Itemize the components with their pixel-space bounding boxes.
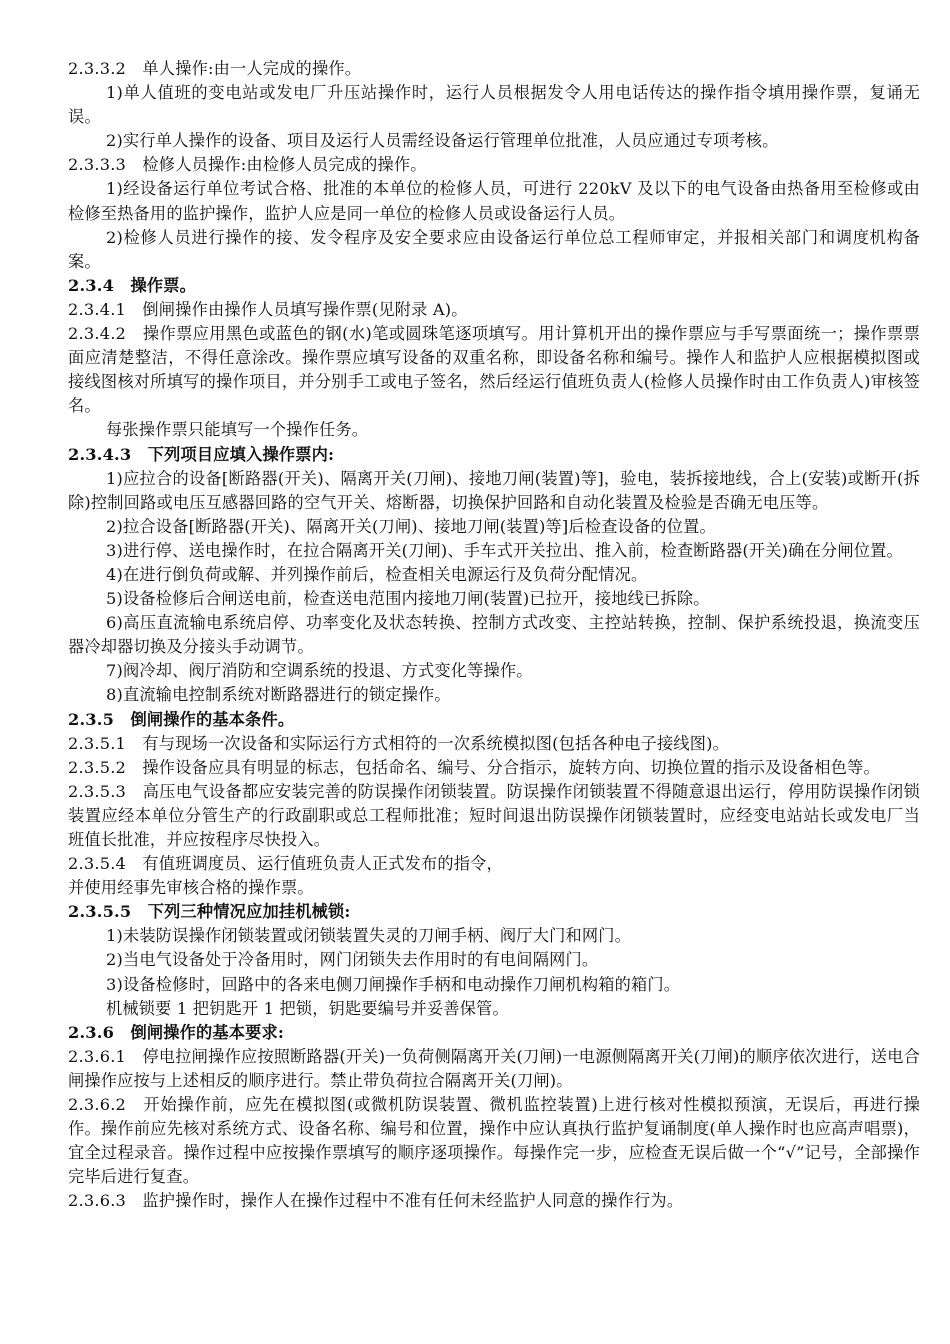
section-heading-2-3-6: 2.3.6 倒闸操作的基本要求: bbox=[68, 1022, 285, 1042]
clause-heading-2-3-4-3: 2.3.4.3 下列项目应填入操作票内: bbox=[68, 444, 335, 464]
clause-2-3-6-1: 2.3.6.1 停电拉闸操作应按照断路器(开关)一负荷侧隔离开关(刀闸)一电源侧隔离开关(刀闸)的顺序依次进行，送电合闸操作应按与上述相反的顺序进行。禁止带负荷拉合隔离开关(刀闸)。 bbox=[68, 1046, 920, 1090]
body-paragraph: 每张操作票只能填写一个操作任务。 bbox=[106, 420, 369, 440]
clause-2-3-3-2: 2.3.3.2 单人操作:由一人完成的操作。 bbox=[68, 59, 362, 78]
list-item: 6)高压直流输电系统启停、功率变化及状态转换、控制方式改变、主控站转换，控制、保护系统投退，换流变压器冷却器切换及分接头手动调节。 bbox=[68, 613, 920, 657]
list-item: 8)直流输电控制系统对断路器进行的锁定操作。 bbox=[106, 685, 451, 705]
clause-2-3-3-3: 2.3.3.3 检修人员操作:由检修人员完成的操作。 bbox=[68, 155, 427, 175]
clause-2-3-4-2: 2.3.4.2 操作票应用黑色或蓝色的钢(水)笔或圆珠笔逐项填写。用计算机开出的操作票应与手写票面统一；操作票票面应清楚整洁，不得任意涂改。操作票应填写设备的双重名称，即设备名称和编号。操作人和监护人应根据模拟图或接线图核对所填写的操作项目，并分别手工或电子签名，然后经运行值班负责人(检修人员操作时由工作负责人)审核签名。 bbox=[68, 324, 920, 416]
clause-continuation: 并使用经事先审核合格的操作票。 bbox=[68, 878, 314, 898]
clause-2-3-5-2: 2.3.5.2 操作设备应具有明显的标志，包括命名、编号、分合指示，旋转方向、切换位置的指示及设备相色等。 bbox=[68, 757, 880, 777]
clause-2-3-6-2: 2.3.6.2 开始操作前，应先在模拟图(或微机防误装置、微机监控装置)上进行核对性模拟预演，无误后，再进行操作。操作前应先核对系统方式、设备名称、编号和位置，操作中应认真执行监护复诵制度(单人操作时也应高声唱票)，宜全过程录音。操作过程中应按操作票填写的顺序逐项操作。每操作完一步，应检查无误后做一个“√”记号，全部操作完毕后进行复查。 bbox=[68, 1095, 920, 1187]
list-item: 3)设备检修时，回路中的各来电侧刀闸操作手柄和电动操作刀闸机构箱的箱门。 bbox=[106, 974, 681, 994]
list-item: 2)检修人员进行操作的接、发令程序及安全要求应由设备运行单位总工程师审定，并报相关部门和调度机构备案。 bbox=[68, 227, 920, 271]
body-paragraph: 机械锁要 1 把钥匙开 1 把锁，钥匙要编号并妥善保管。 bbox=[106, 998, 509, 1018]
section-heading-2-3-5: 2.3.5 倒闸操作的基本条件。 bbox=[68, 709, 295, 729]
clause-2-3-5-1: 2.3.5.1 有与现场一次设备和实际运行方式相符的一次系统模拟图(包括各种电子接线图)。 bbox=[68, 733, 730, 753]
clause-2-3-6-3: 2.3.6.3 监护操作时，操作人在操作过程中不准有任何未经监护人同意的操作行为。 bbox=[68, 1191, 684, 1211]
list-item: 3)进行停、送电操作时，在拉合隔离开关(刀闸)、手车式开关拉出、推入前，检查断路器(开关)确在分闸位置。 bbox=[106, 540, 903, 560]
list-item: 1)经设备运行单位考试合格、批准的本单位的检修人员，可进行 220kV 及以下的电气设备由热备用至检修或由检修至热备用的监护操作，监护人应是同一单位的检修人员或设备运行人员。 bbox=[68, 179, 920, 223]
clause-2-3-5-4: 2.3.5.4 有值班调度员、运行值班负责人正式发布的指令， bbox=[68, 854, 503, 874]
list-item: 1)应拉合的设备[断路器(开关)、隔离开关(刀闸)、接地刀闸(装置)等]，验电，装拆接地线，合上(安装)或断开(拆除)控制回路或电压互感器回路的空气开关、熔断器，切换保护回路和自动化装置及检验是否确无电压等。 bbox=[68, 468, 920, 512]
list-item: 7)阀冷却、阀厅消防和空调系统的投退、方式变化等操作。 bbox=[106, 661, 533, 681]
list-item: 1)未装防误操作闭锁装置或闭锁装置失灵的刀闸手柄、阀厅大门和网门。 bbox=[106, 926, 632, 946]
clause-2-3-4-1: 2.3.4.1 倒闸操作由操作人员填写操作票(见附录 A)。 bbox=[68, 299, 468, 319]
section-heading-2-3-4: 2.3.4 操作票。 bbox=[68, 275, 196, 295]
list-item: 2)当电气设备处于冷备用时，网门闭锁失去作用时的有电间隔网门。 bbox=[106, 950, 599, 970]
list-item: 4)在进行倒负荷或解、并列操作前后，检查相关电源运行及负荷分配情况。 bbox=[106, 564, 648, 584]
clause-heading-2-3-5-5: 2.3.5.5 下列三种情况应加挂机械锁: bbox=[68, 902, 351, 922]
list-item: 2)拉合设备[断路器(开关)、隔离开关(刀闸)、接地刀闸(装置)等]后检查设备的位置。 bbox=[106, 516, 716, 536]
list-item: 1)单人值班的变电站或发电厂升压站操作时，运行人员根据发令人用电话传达的操作指令填用操作票，复诵无误。 bbox=[68, 83, 920, 127]
list-item: 2)实行单人操作的设备、项目及运行人员需经设备运行管理单位批准，人员应通过专项考核。 bbox=[106, 131, 779, 151]
clause-2-3-5-3: 2.3.5.3 高压电气设备都应安装完善的防误操作闭锁装置。防误操作闭锁装置不得随意退出运行，停用防误操作闭锁装置应经本单位分管生产的行政副职或总工程师批准；短时间退出防误操作闭锁装置时，应经变电站站长或发电厂当班值长批准，并应按程序尽快投入。 bbox=[68, 781, 920, 849]
list-item: 5)设备检修后合闸送电前，检查送电范围内接地刀闸(装置)已拉开，接地线已拆除。 bbox=[106, 589, 710, 609]
